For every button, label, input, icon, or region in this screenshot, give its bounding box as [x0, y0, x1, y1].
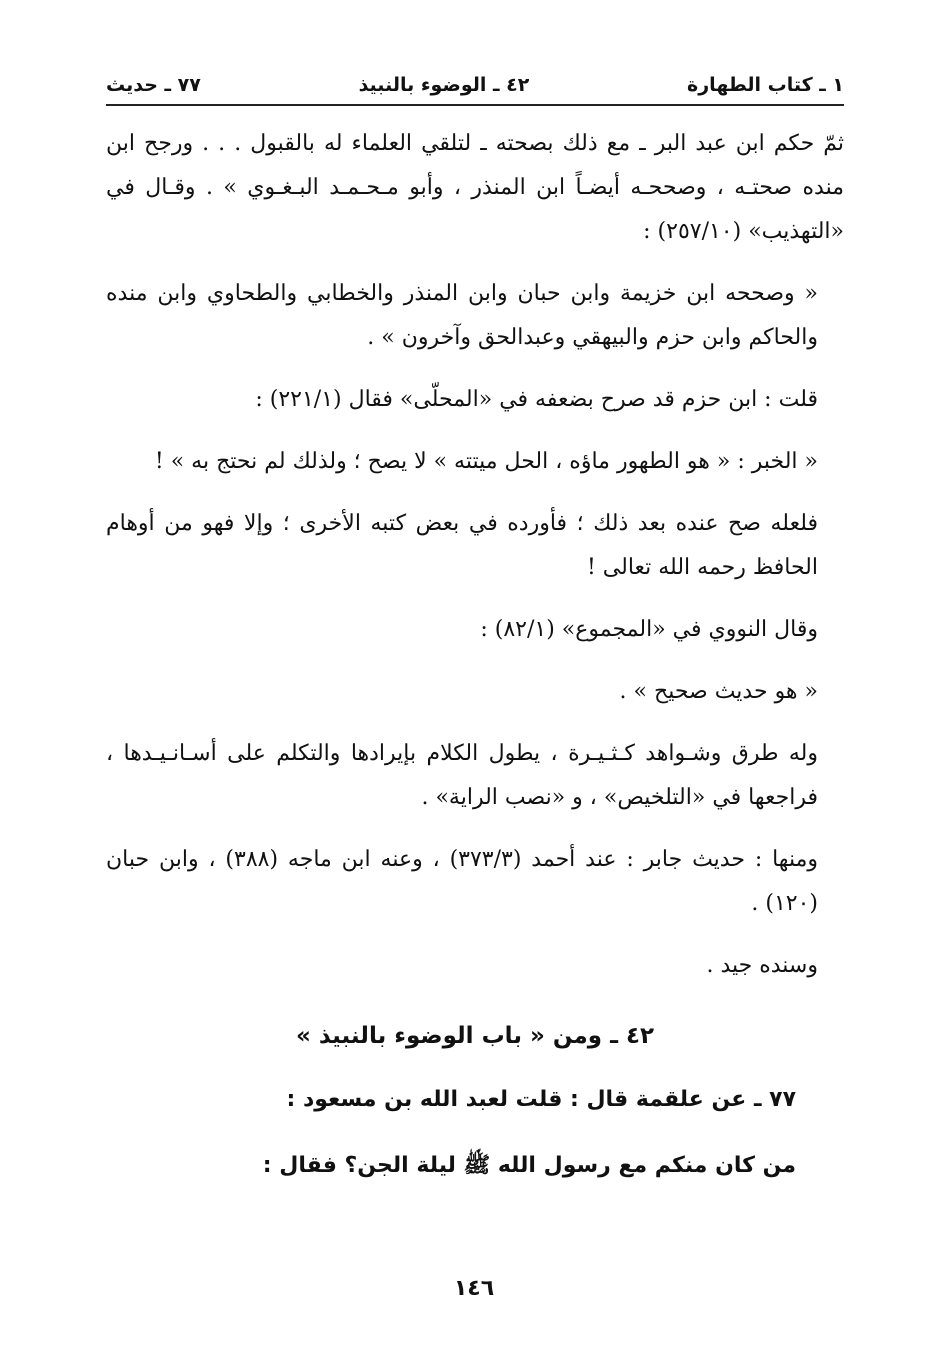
paragraph-10: وسنده جيد .	[706, 953, 818, 978]
paragraph-1: ثمّ حكم ابن عبد البر ـ مع ذلك بصحته ـ لتلقي العلماء له بالقبول . . . ورجح ابن منده صحتـه ، وصححـه أيضـاً ابن المنذر ، وأبو مـحـمـد البـغـوي » . وقـال في «التهذيب» (٢٥٧/١٠) :	[106, 131, 845, 244]
paragraph-4-quote: « الخبر : « هو الطهور ماؤه ، الحل ميتته » لا يصح ؛ ولذلك لم نحتج به » !	[154, 449, 818, 474]
hadith-line-2: من كان منكم مع رسول الله ﷺ ليلة الجن؟ فقال :	[262, 1153, 796, 1178]
page-body	[106, 122, 844, 1210]
paragraph-6: وقال النووي في «المجموع» (٨٢/١) :	[480, 617, 818, 642]
paragraph-5: فلعله صح عنده بعد ذلك ؛ فأورده في بعض كتبه الأخرى ؛ وإلا فهو من أوهام الحافظ رحمه الله تعالى !	[106, 511, 818, 580]
hadith-line-1: ٧٧ ـ عن علقمة قال : قلت لعبد الله بن مسعود :	[286, 1087, 796, 1112]
header-chapter-title: ٤٢ ـ الوضوء بالنبيذ	[358, 74, 530, 96]
page-number: ١٤٦	[453, 1276, 495, 1301]
paragraph-8: وله طرق وشـواهد كـثـيـرة ، يطول الكلام بإيرادها والتكلم على أسـانـيـدها ، فراجعها في «التلخيص» ، و «نصب الراية» .	[106, 741, 818, 810]
paragraph-9: ومنها : حديث جابر : عند أحمد (٣٧٣/٣) ، وعنه ابن ماجه (٣٨٨) ، وابن حبان (١٢٠) .	[106, 847, 818, 916]
paragraph-7-quote: « هو حديث صحيح » .	[619, 679, 818, 704]
header-hadith-number: ٧٧ ـ حديث	[106, 74, 201, 96]
paragraph-2-quote: « وصححه ابن خزيمة وابن حبان وابن المنذر والخطابي والطحاوي وابن منده والحاكم وابن حزم والبيهقي وعبدالحق وآخرون » .	[106, 281, 818, 350]
paragraph-3: قلت : ابن حزم قد صرح بضعفه في «المحلّى» فقال (٢٢١/١) :	[255, 387, 818, 412]
header-book-title: ١ ـ كتاب الطهارة	[687, 74, 844, 96]
header-divider	[106, 104, 844, 106]
running-header	[106, 68, 844, 102]
section-heading: ٤٢ ـ ومن « باب الوضوء بالنبيذ »	[295, 1023, 655, 1049]
